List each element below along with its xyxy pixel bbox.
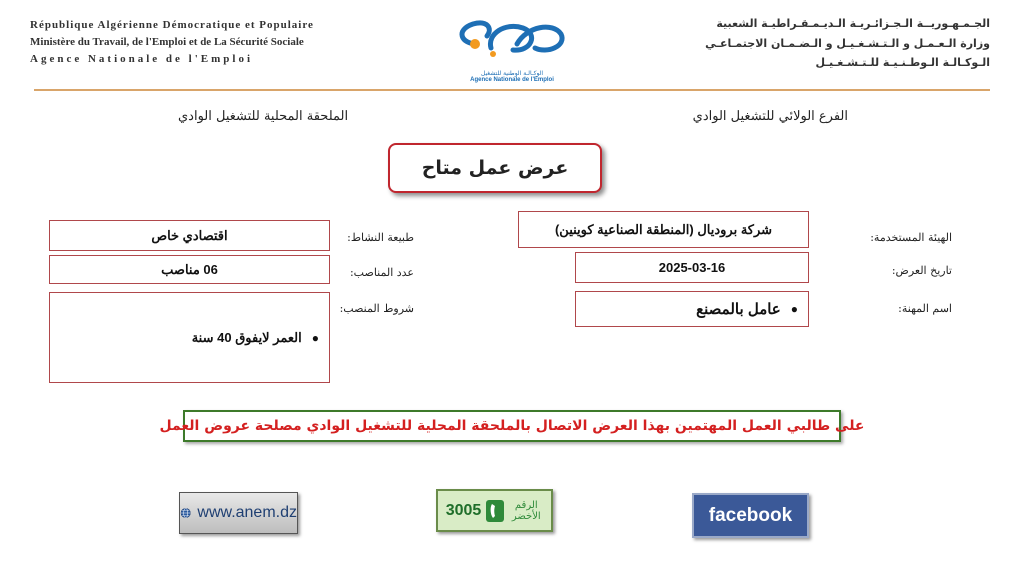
label-conditions: شروط المنصب: [339,302,414,315]
website-badge[interactable] [179,492,298,534]
green-number-value: 3005 [445,501,482,519]
header-divider [34,89,990,91]
activity-field: اقتصادي خاص [49,220,330,251]
label-offer-date: تاريخ العرض: [891,264,952,277]
facebook-text: facebook [708,504,793,526]
job-name-value: عامل بالمصنع [696,301,781,318]
header-fr-agency: Agence Nationale de l'Emploi [30,53,254,65]
job-name-field [575,291,809,327]
header-ar-republic: الجـمـهـوريــة الـجـزائـريـة الـديـمـقـراطيـة الشعبية [716,17,990,30]
bullet-icon: ● [311,331,319,345]
header-fr-ministry: Ministère du Travail, de l'Emploi et de La Sécurité Sociale [30,36,304,48]
conditions-value: العمر لايفوق 40 سنة [191,330,302,345]
contact-notice: على طالبي العمل المهتمين بهذا العرض الاتصال بالملحقة المحلية للتشغيل الوادي مصلحة عروض العمل [183,410,841,442]
bullet-icon: ● [790,302,798,316]
logo-ar-caption: الوكـالـة الوطنية للتشغيل [480,70,544,77]
header-ar-agency: الـوكـالـة الـوطـنـيـة للـتـشـغـيـل [815,56,990,69]
label-activity: طبيعة النشاط: [347,231,414,244]
label-employer: الهيئة المستخدمة: [870,231,952,244]
label-positions: عدد المناصب: [349,266,414,279]
conditions-item [192,330,319,346]
employer-field: شركة بروديال (المنطقة الصناعية كوينين) [518,211,809,248]
facebook-badge[interactable] [692,493,809,538]
local-branch-name: الملحقة المحلية للتشغيل الوادي [178,109,349,124]
logo-fr-caption: Agence Nationale de l'Emploi [470,77,554,83]
page-title: عرض عمل متاح [388,143,602,193]
header-fr-republic: République Algérienne Démocratique et Populaire [30,19,314,31]
globe-icon [180,502,191,524]
phone-icon [485,499,505,523]
offer-date-field: 2025-03-16 [575,252,809,283]
wilaya-branch-name: الفرع الولائي للتشغيل الوادي [692,109,848,124]
positions-field: 06 مناصب [49,255,330,284]
green-number-badge[interactable] [436,489,553,532]
anem-logo-icon [447,14,577,66]
website-text: www.anem.dz [197,504,297,521]
label-job-name: اسم المهنة: [898,302,952,315]
anem-logo [447,14,577,84]
conditions-field [49,292,330,383]
header-ar-ministry: وزارة الـعـمـل و الـتـشـغـيـل و الـضـمـان الاجتمـاعـي [705,37,990,50]
green-number-label: الرقم الأخضر [511,499,541,522]
